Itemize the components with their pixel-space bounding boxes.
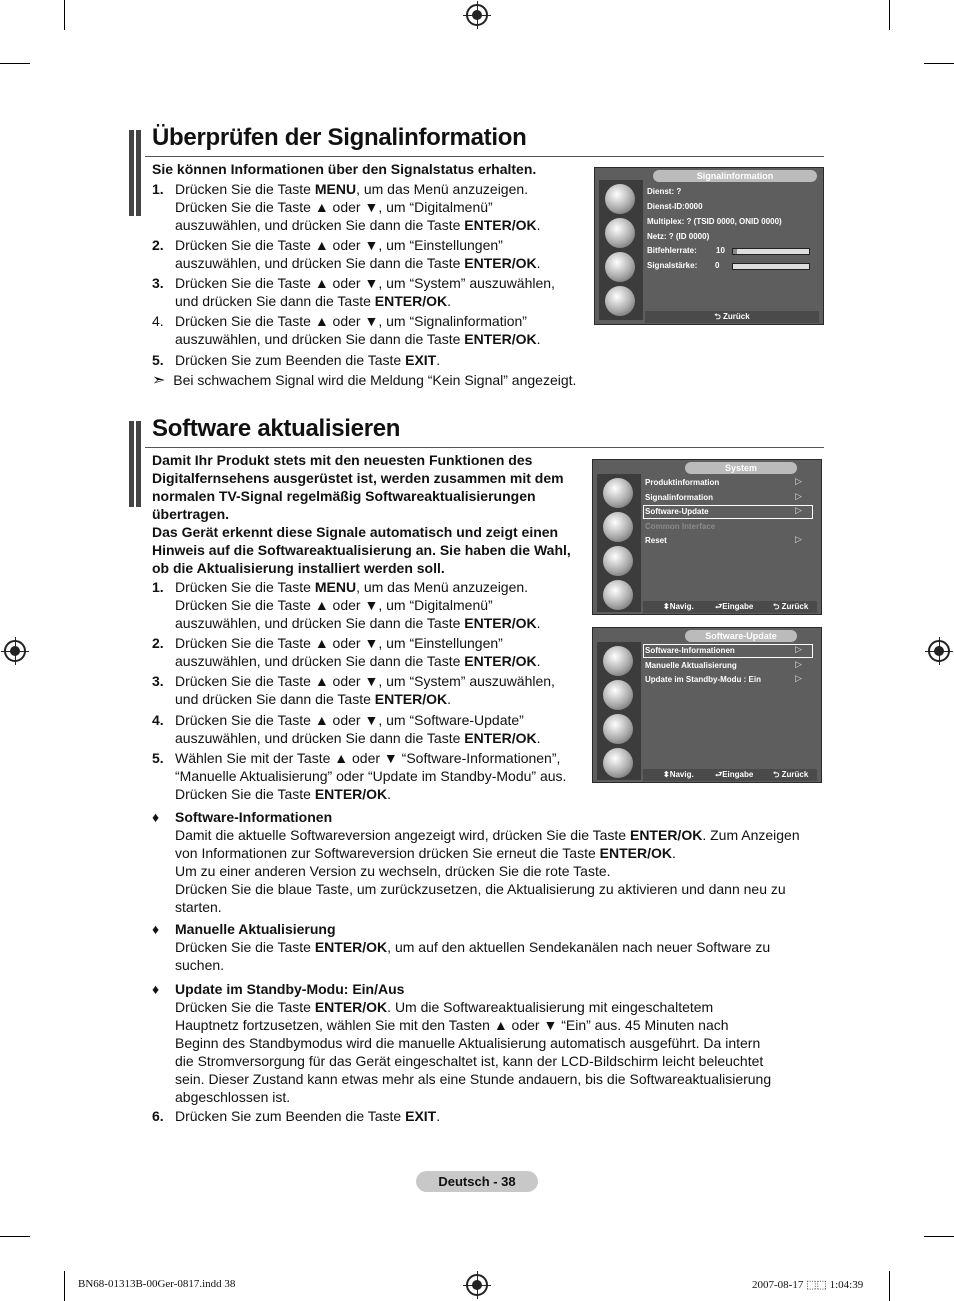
registration-mark-icon [466, 1274, 488, 1296]
text-line: Drücken Sie die Taste MENU, um das Menü anzuzeigen. [175, 181, 529, 197]
channel-icon [603, 512, 633, 542]
note-text: Bei schwachem Signal wird die Meldung “Kein Signal” angezeigt. [173, 372, 577, 388]
step-item [152, 634, 582, 670]
step-number: 4. [152, 712, 164, 728]
osd-nav-hint: ⬍Navig. [663, 770, 694, 779]
text-line: die Stromversorgung für das Gerät eingeschaltet ist, kann der LCD-Bildschirm leicht beleuchtet [175, 1053, 764, 1069]
osd-back-hint[interactable]: ⮌ Zurück [773, 602, 809, 611]
osd-software-update-menu [592, 627, 822, 783]
text-line: Drücken Sie die Taste ▲ oder ▼, um “System” auszuwählen, [175, 673, 555, 689]
text-line: von Informationen zur Softwareversion drücken Sie erneut die Taste ENTER/OK. [175, 845, 676, 861]
crop-mark [0, 1236, 30, 1237]
section-marker [129, 130, 141, 216]
step-number: 1. [152, 579, 164, 595]
crop-mark [64, 1271, 65, 1301]
text-line: Drücken Sie zum Beenden die Taste EXIT. [175, 1108, 441, 1124]
osd-info-line: Dienst: ? [647, 187, 682, 196]
text-line: auszuwählen, und drücken Sie dann die Taste ENTER/OK. [175, 331, 541, 347]
crop-mark [889, 0, 890, 30]
text-line: Um zu einer anderen Version zu wechseln, drücken Sie die rote Taste. [175, 863, 611, 879]
text-line: Drücken Sie die Taste ENTER/OK, um auf den aktuellen Sendekanälen nach neuer Software zu [175, 939, 771, 955]
step-item [152, 578, 582, 632]
signal-strength-bar [732, 263, 810, 270]
text-line: Drücken Sie die Taste ▲ oder ▼, um “System” auszuwählen, [175, 275, 555, 291]
crop-mark [924, 63, 954, 64]
crop-mark [889, 1271, 890, 1301]
signal-strength-label: Signalstärke: [647, 261, 698, 270]
title-rule [145, 156, 824, 157]
step-item [152, 1107, 582, 1125]
osd-enter-hint[interactable]: ⮐Eingabe [715, 770, 754, 779]
text-line: Drücken Sie die Taste ▲ oder ▼, um “Digitalmenü” [175, 597, 493, 613]
step-number: 5. [152, 750, 164, 766]
step-item [152, 236, 582, 272]
text-line: Wählen Sie mit der Taste ▲ oder ▼ “Software-Informationen”, [175, 750, 561, 766]
section-marker [129, 421, 141, 507]
osd-sidebar [597, 642, 641, 780]
crop-mark [0, 63, 30, 64]
text-line: ob die Aktualisierung installiert werden soll. [152, 560, 445, 576]
text-line: Hauptnetz fortzusetzen, wählen Sie mit den Tasten ▲ oder ▼ “Ein” aus. 45 Minuten nach [175, 1017, 729, 1033]
text-line: Damit die aktuelle Softwareversion angezeigt wird, drücken Sie die Taste ENTER/OK. Zum Anzeigen [175, 827, 800, 843]
submenu-arrow-icon: ▷ [795, 644, 802, 654]
bit-error-value: 10 [716, 246, 725, 255]
step-number: 3. [152, 673, 164, 689]
text-line: Das Gerät erkennt diese Signale automatisch und zeigt einen [152, 524, 559, 540]
osd-info-line: Dienst-ID:0000 [647, 202, 703, 211]
text-line: Damit Ihr Produkt stets mit den neuesten Funktionen des [152, 452, 533, 468]
submenu-arrow-icon: ▷ [795, 658, 802, 669]
file-slug: BN68-01313B-00Ger-0817.indd 38 [78, 1278, 236, 1290]
text-line: Drücken Sie die Taste ENTER/OK. [175, 786, 392, 802]
osd-info-line: Netz: ? (ID 0000) [647, 232, 710, 241]
osd-menu-item[interactable]: Reset [645, 536, 667, 545]
step-number: 1. [152, 181, 164, 197]
text-line: auszuwählen, und drücken Sie dann die Taste ENTER/OK. [175, 217, 541, 233]
bit-error-bar [732, 248, 810, 255]
osd-menu-item[interactable]: Update im Standby-Modu : Ein [645, 675, 761, 684]
title-rule [145, 447, 824, 448]
step-item [152, 711, 582, 747]
crop-mark [924, 1236, 954, 1237]
osd-sidebar [597, 474, 641, 612]
step-number: 4. [152, 313, 164, 329]
channel-icon [605, 218, 635, 248]
osd-system-menu [592, 459, 822, 615]
bullet-icon: ♦ [152, 921, 160, 937]
step-number: 5. [152, 352, 164, 368]
text-line: auszuwählen, und drücken Sie dann die Taste ENTER/OK. [175, 255, 541, 271]
text-line: abgeschlossen ist. [175, 1089, 291, 1105]
registration-mark-icon [928, 640, 950, 662]
text-line: auszuwählen, und drücken Sie dann die Taste ENTER/OK. [175, 615, 541, 631]
text-line: Drücken Sie die Taste ▲ oder ▼, um “Einstellungen” [175, 237, 503, 253]
osd-back-hint[interactable]: ⮌ Zurück [773, 770, 809, 779]
date-slug: 2007-08-17 ⬚⬚ 1:04:39 [752, 1279, 864, 1291]
text-line: Drücken Sie die Taste ▲ oder ▼, um “Einstellungen” [175, 635, 503, 651]
input-icon [603, 748, 633, 778]
text-line: und drücken Sie dann die Taste ENTER/OK. [175, 293, 452, 309]
gear-icon [603, 546, 633, 576]
text-line: suchen. [175, 957, 225, 973]
registration-mark-icon [466, 4, 488, 26]
bullet-icon: ♦ [152, 809, 160, 825]
osd-title: Software-Update [685, 630, 797, 642]
text-line: sein. Dieser Zustand kann etwas mehr als eine Stunde andauern, bis die Softwareaktualisierung [175, 1071, 772, 1087]
disc-icon [603, 646, 633, 676]
section-title: Überprüfen der Signalinformation [152, 124, 527, 151]
submenu-arrow-icon: ▷ [795, 534, 802, 544]
bullet-title: Manuelle Aktualisierung [175, 921, 336, 937]
page-number: Deutsch - 38 [416, 1171, 538, 1192]
section-intro: Sie können Informationen über den Signalstatus erhalten. [152, 161, 537, 177]
text-line: Drücken Sie die Taste ▲ oder ▼, um “Digitalmenü” [175, 199, 493, 215]
text-line: normalen TV-Signal regelmäßig Softwareaktualisierungen [152, 488, 536, 504]
disc-icon [603, 478, 633, 508]
input-icon [605, 286, 635, 316]
step-number: 2. [152, 237, 164, 253]
osd-signal-information [594, 167, 824, 325]
step-item [152, 672, 582, 708]
bullet-icon: ♦ [152, 981, 160, 997]
step-number: 6. [152, 1108, 164, 1124]
text-line: starten. [175, 899, 222, 915]
osd-info-line: Multiplex: ? (TSID 0000, ONID 0000) [647, 217, 782, 226]
signal-strength-value: 0 [715, 261, 720, 270]
channel-icon [603, 680, 633, 710]
step-number: 3. [152, 275, 164, 291]
osd-footer [643, 601, 817, 613]
bullet-title: Software-Informationen [175, 809, 333, 825]
submenu-arrow-icon: ▷ [795, 490, 802, 501]
osd-menu-item[interactable]: Common Interface [645, 521, 716, 531]
text-line: Beginn des Standbymodus wird die manuelle Aktualisierung automatisch ausgeführt. Da intern [175, 1035, 761, 1051]
submenu-arrow-icon: ▷ [795, 673, 802, 683]
osd-nav-hint: ⬍Navig. [663, 602, 694, 611]
text-line: übertragen. [152, 506, 230, 522]
osd-footer [643, 769, 817, 781]
text-line: Drücken Sie die Taste ▲ oder ▼, um “Signalinformation” [175, 313, 527, 329]
submenu-arrow-icon: ▷ [795, 505, 802, 515]
text-line: Drücken Sie die Taste ENTER/OK. Um die Softwareaktualisierung mit eingeschaltetem [175, 999, 714, 1015]
step-number: 2. [152, 635, 164, 651]
osd-sidebar [599, 180, 643, 320]
note [152, 371, 576, 390]
osd-menu-item[interactable]: Software-Informationen [645, 646, 735, 655]
bullet-title: Update im Standby-Modu: Ein/Aus [175, 981, 405, 997]
bullet-item [152, 808, 817, 916]
text-line: auszuwählen, und drücken Sie dann die Taste ENTER/OK. [175, 653, 541, 669]
text-line: Drücken Sie zum Beenden die Taste EXIT. [175, 352, 441, 368]
osd-title: System [685, 462, 797, 474]
bullet-item [152, 920, 817, 974]
text-line: Drücken Sie die Taste MENU, um das Menü anzuzeigen. [175, 579, 529, 595]
registration-mark-icon [4, 640, 26, 662]
text-line: und drücken Sie dann die Taste ENTER/OK. [175, 691, 452, 707]
section-title: Software aktualisieren [152, 415, 401, 442]
text-line: Digitalfernsehens ausgerüstet ist, werden zusammen mit dem [152, 470, 564, 486]
osd-menu-item[interactable]: Signalinformation [645, 492, 713, 502]
osd-back[interactable]: ⮌ Zurück [645, 311, 819, 323]
osd-enter-hint[interactable]: ⮐Eingabe [715, 602, 754, 611]
text-line: Drücken Sie die blaue Taste, um zurückzusetzen, die Aktualisierung zu aktivieren und dann neu zu [175, 881, 786, 897]
step-item [152, 274, 582, 310]
text-line: Drücken Sie die Taste ▲ oder ▼, um “Software-Update” [175, 712, 524, 728]
osd-title: Signalinformation [653, 170, 817, 182]
step-item [152, 312, 582, 348]
disc-icon [605, 184, 635, 214]
osd-menu-item[interactable]: Software-Update [645, 507, 709, 516]
section-intro [152, 451, 592, 577]
note-arrow-icon: ➣ [152, 372, 166, 389]
step-item [152, 180, 582, 234]
input-icon [603, 580, 633, 610]
text-line: Hinweis auf die Softwareaktualisierung an. Sie haben die Wahl, [152, 542, 571, 558]
bit-error-label: Bitfehlerrate: [647, 246, 697, 255]
text-line: “Manuelle Aktualisierung” oder “Update im Standby-Modu” aus. [175, 768, 567, 784]
bullet-item [152, 980, 817, 1106]
crop-mark [64, 0, 65, 30]
osd-menu-item[interactable]: Manuelle Aktualisierung [645, 660, 737, 670]
gear-icon [603, 714, 633, 744]
osd-menu-item[interactable]: Produktinformation [645, 478, 720, 487]
text-line: auszuwählen, und drücken Sie dann die Taste ENTER/OK. [175, 730, 541, 746]
step-item [152, 351, 582, 369]
gear-icon [605, 252, 635, 282]
submenu-arrow-icon: ▷ [795, 476, 802, 486]
step-item [152, 749, 582, 803]
